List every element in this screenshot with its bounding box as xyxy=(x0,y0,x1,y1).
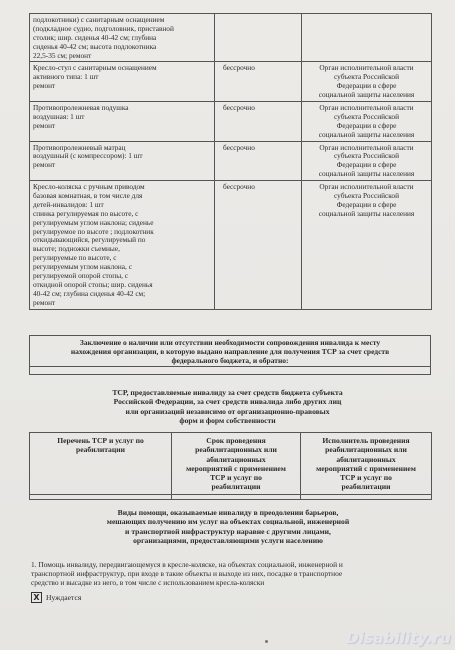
text-line: субъекта Российской xyxy=(334,151,399,161)
text-line: Орган исполнительной власти xyxy=(319,63,414,73)
needs-help-checkbox-row[interactable] xyxy=(31,592,81,603)
text-line: мешающих получению им услуг на объектах социальной, инженерной xyxy=(106,517,350,527)
text-line: субъекта Российской xyxy=(334,111,399,121)
escort-conclusion-answer-line xyxy=(30,366,430,367)
text-line: регулируемой опорой стопы, с xyxy=(33,271,128,281)
escort-conclusion-text xyxy=(30,338,430,365)
text-line: форм и форм собственности xyxy=(179,415,276,425)
text-line: Федерации в сфере xyxy=(336,160,397,170)
text-line: регулируемым углом наклона, с xyxy=(33,262,132,272)
rehab-items-table xyxy=(29,13,432,310)
text-line: Противопролежневая подушка xyxy=(33,103,129,113)
text-line: откидывающийся, регулируемый по xyxy=(33,235,146,245)
help-item-paragraph xyxy=(31,560,436,587)
executor-cell xyxy=(302,141,432,181)
term-cell: бессрочно xyxy=(215,181,302,309)
item-cell xyxy=(30,14,215,62)
text-line: подлокотники) с санитарным оснащением xyxy=(33,15,165,24)
text-line: субъекта Российской xyxy=(334,191,399,201)
item-cell xyxy=(30,181,215,309)
item-cell xyxy=(30,62,215,102)
text-line: Кресло-стул с санитарным оснащением xyxy=(33,63,157,73)
text-line: ремонт xyxy=(33,120,56,130)
item-cell xyxy=(30,102,215,142)
text-line: Федерации в сфере xyxy=(336,120,397,130)
text-line: федерального бюджета, и обратно: xyxy=(171,356,289,366)
text-line: воздушный (с компрессором): 1 шт xyxy=(33,151,143,161)
text-line: и транспортной инфраструктур наравне с другими лицами, xyxy=(125,526,331,536)
text-line: ремонт xyxy=(33,297,56,307)
text-line: реабилитации xyxy=(341,482,391,492)
tsr-table-header-row xyxy=(30,433,432,495)
text-line: ТСР и услуг по xyxy=(340,473,392,482)
text-line: средство и высадке из него, в том числе с использованием кресла-коляски xyxy=(31,578,265,588)
text-line: Орган исполнительной власти xyxy=(319,103,414,113)
text-line: ремонт xyxy=(33,160,56,170)
table-row xyxy=(30,14,432,62)
text-line: 1. Помощь инвалиду, передвигающемуся в кресле-коляске, на объектах социальной, инженерной и xyxy=(31,560,343,569)
text-line: реабилитационных или xyxy=(195,445,277,455)
executor-cell xyxy=(302,181,432,309)
text-line: Противопролежневый матрац xyxy=(33,142,126,152)
needs-help-checkbox[interactable]: X xyxy=(31,592,42,603)
text-line: Перечень ТСР и услуг по xyxy=(57,436,144,445)
tsr-table-empty-row xyxy=(30,494,432,499)
text-line: Заключение о наличии или отсутствии необходимости сопровождения инвалида к месту xyxy=(79,338,381,347)
term-cell: бессрочно xyxy=(215,141,302,181)
executor-cell xyxy=(302,62,432,102)
text-line: спинка регулируемая по высоте, с xyxy=(33,208,139,218)
text-line: абилитационных xyxy=(336,454,396,464)
text-line: Российской Федерации, за счет средств инвалида либо других лиц xyxy=(113,397,342,407)
text-line: базовая комнатная, в том числе для xyxy=(33,191,143,201)
tsr-section-heading xyxy=(60,388,395,425)
text-line: откидной опорой стопы; шир. сиденья xyxy=(33,279,153,289)
text-line: Исполнитель проведения xyxy=(322,436,410,445)
text-line: реабилитационных или xyxy=(325,445,407,455)
site-watermark-logo: Disability.ru xyxy=(346,629,451,647)
needs-help-label: Нуждается xyxy=(46,593,82,602)
term-cell: бессрочно xyxy=(215,62,302,102)
text-line: или организаций независимо от организационно-правовых xyxy=(125,406,330,416)
text-line: детей-инвалидов: 1 шт xyxy=(33,199,104,209)
empty-cell xyxy=(30,494,172,499)
text-line: социальной защиты населения xyxy=(318,169,415,179)
term-cell xyxy=(215,14,302,62)
executor-cell xyxy=(302,14,432,62)
executor-cell xyxy=(302,102,432,142)
text-line: сиденья 40-42 см; высота подлокотника xyxy=(33,41,157,51)
help-section-heading xyxy=(48,508,408,545)
text-line: организациями, предоставляющими услуги населению xyxy=(133,535,323,545)
tsr-table xyxy=(29,432,432,500)
term-cell: бессрочно xyxy=(215,102,302,142)
item-cell xyxy=(30,141,215,181)
text-line: Орган исполнительной власти xyxy=(319,142,414,152)
text-line: субъекта Российской xyxy=(334,72,399,82)
text-line: социальной защиты населения xyxy=(318,208,415,218)
text-line: (подкладное судно, подголовник, приставной xyxy=(33,23,174,33)
tsr-header-executor xyxy=(301,433,432,495)
text-line: нахождения организации, в которую выдано направление для получения ТСР за счет средств xyxy=(70,347,390,357)
text-line: Кресло-коляска с ручным приводом xyxy=(33,182,145,192)
text-line: Срок проведения xyxy=(206,436,266,445)
text-line: реабилитации xyxy=(76,445,125,455)
text-line: социальной защиты населения xyxy=(318,129,415,139)
text-line: столик; шир. сиденья 40-42 см; глубина xyxy=(33,32,157,42)
text-line: абилитационных xyxy=(206,454,266,464)
tsr-header-list xyxy=(30,433,172,495)
page-mark xyxy=(265,640,268,643)
text-line: Орган исполнительной власти xyxy=(319,182,414,192)
text-line: мероприятий с применением xyxy=(186,463,286,473)
text-line: ТСР, предоставляемые инвалиду за счет средств бюджета субъекта xyxy=(112,388,343,397)
text-line: 40-42 см; глубина сиденья 40-42 см; xyxy=(33,288,146,298)
empty-cell xyxy=(301,494,432,499)
text-line: активного типа: 1 шт xyxy=(33,72,99,82)
empty-cell xyxy=(172,494,301,499)
table-row xyxy=(30,102,432,142)
text-line: 22,5-35 см; ремонт xyxy=(33,50,92,60)
table-row xyxy=(30,181,432,309)
text-line: ТСР и услуг по xyxy=(210,473,262,482)
table-row xyxy=(30,62,432,102)
text-line: ремонт xyxy=(33,81,56,91)
text-line: воздушная: 1 шт xyxy=(33,111,85,121)
text-line: регулируемые по высоте, с xyxy=(33,253,117,263)
text-line: Федерации в сфере xyxy=(336,81,397,91)
escort-conclusion-box xyxy=(29,335,431,375)
text-line: транспортной инфраструктур, при входе в такие объекты и выходе из них, посадке в транспортное xyxy=(31,569,343,579)
text-line: Федерации в сфере xyxy=(336,199,397,209)
text-line: социальной защиты населения xyxy=(318,90,415,100)
text-line: регулируемым углом наклона; сиденье xyxy=(33,217,154,227)
tsr-header-term xyxy=(172,433,301,495)
text-line: мероприятий с применением xyxy=(316,463,416,473)
table-row xyxy=(30,141,432,181)
text-line: реабилитации xyxy=(211,482,261,492)
text-line: регулируемое по высоте ; подлокотник xyxy=(33,226,154,236)
text-line: Виды помощи, оказываемые инвалиду в преодолении барьеров, xyxy=(117,508,339,517)
text-line: высоте; подножки съемные, xyxy=(33,244,120,254)
